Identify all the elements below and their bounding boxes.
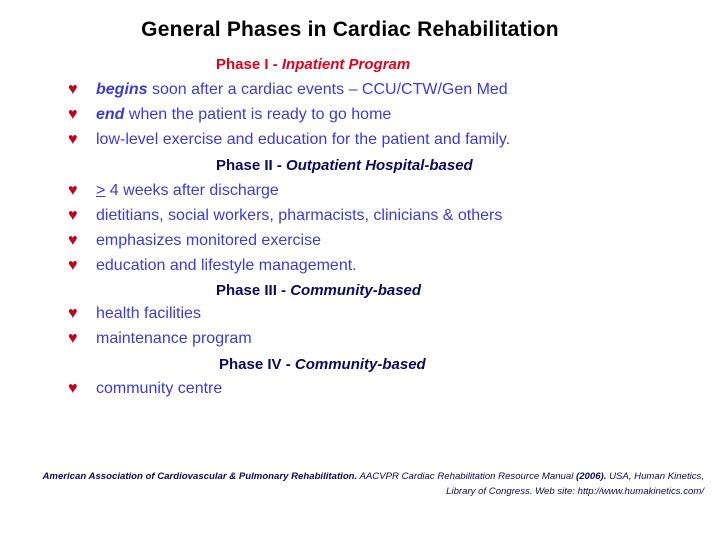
phase-2-heading	[216, 157, 473, 174]
heart-bullet-icon: ♥	[68, 131, 78, 148]
item-text: community centre	[96, 380, 223, 397]
heart-bullet-icon: ♥	[68, 257, 78, 274]
phase-2-name: Outpatient Hospital-based	[286, 157, 473, 174]
item-text: emphasizes monitored exercise	[96, 232, 321, 249]
list-item	[68, 207, 502, 225]
phase-3-name: Community-based	[290, 282, 422, 299]
heart-bullet-icon: ♥	[68, 207, 78, 224]
phase-3-heading	[216, 282, 421, 299]
slide-title: General Phases in Cardiac Rehabilitation	[141, 18, 559, 41]
reference-authors: American Association of Cardiovascular & Pulmonary Rehabilitation.	[42, 471, 358, 482]
item-text: health facilities	[96, 305, 201, 322]
reference-year: (2006).	[576, 471, 607, 482]
item-text: dietitians, social workers, pharmacists, clinicians & others	[96, 207, 503, 224]
reference-title: AACVPR Cardiac Rehabilitation Resource Manual	[357, 471, 577, 482]
heart-bullet-icon: ♥	[68, 106, 78, 123]
phase-4-label: Phase IV -	[219, 356, 291, 373]
list-item	[68, 106, 391, 124]
heart-bullet-icon: ♥	[68, 81, 78, 98]
reference-website: Library of Congress. Web site: http://www.humakinetics.com/	[446, 486, 704, 497]
phase-2-label: Phase II -	[216, 157, 282, 174]
heart-bullet-icon: ♥	[68, 330, 78, 347]
list-item	[68, 182, 279, 200]
phase-3-label: Phase III -	[216, 282, 287, 299]
item-text: maintenance program	[96, 330, 252, 347]
list-item	[68, 380, 222, 398]
item-text: when the patient is ready to go home	[124, 106, 392, 123]
greater-equal-symbol: >	[96, 182, 106, 199]
heart-bullet-icon: ♥	[68, 305, 78, 322]
item-text: 4 weeks after discharge	[105, 182, 279, 199]
list-item	[68, 257, 357, 275]
list-item	[68, 305, 201, 323]
reference-citation	[4, 469, 704, 499]
phase-1-label: Phase I -	[216, 56, 278, 73]
reference-publisher: USA, Human Kinetics,	[606, 471, 704, 482]
item-text: education and lifestyle management.	[96, 257, 357, 274]
heart-bullet-icon: ♥	[68, 380, 78, 397]
item-text: soon after a cardiac events – CCU/CTW/Gen Med	[147, 81, 508, 98]
heart-bullet-icon: ♥	[68, 182, 78, 199]
item-text: low-level exercise and education for the patient and family.	[96, 131, 511, 148]
list-item	[68, 131, 510, 149]
phase-1-heading	[216, 56, 410, 73]
item-keyword: begins	[96, 81, 148, 98]
phase-1-name: Inpatient Program	[281, 56, 411, 73]
list-item	[68, 330, 252, 348]
item-keyword: end	[96, 106, 125, 123]
phase-4-name: Community-based	[294, 356, 426, 373]
list-item	[68, 232, 321, 250]
phase-4-heading	[219, 356, 426, 373]
heart-bullet-icon: ♥	[68, 232, 78, 249]
list-item	[68, 81, 508, 99]
